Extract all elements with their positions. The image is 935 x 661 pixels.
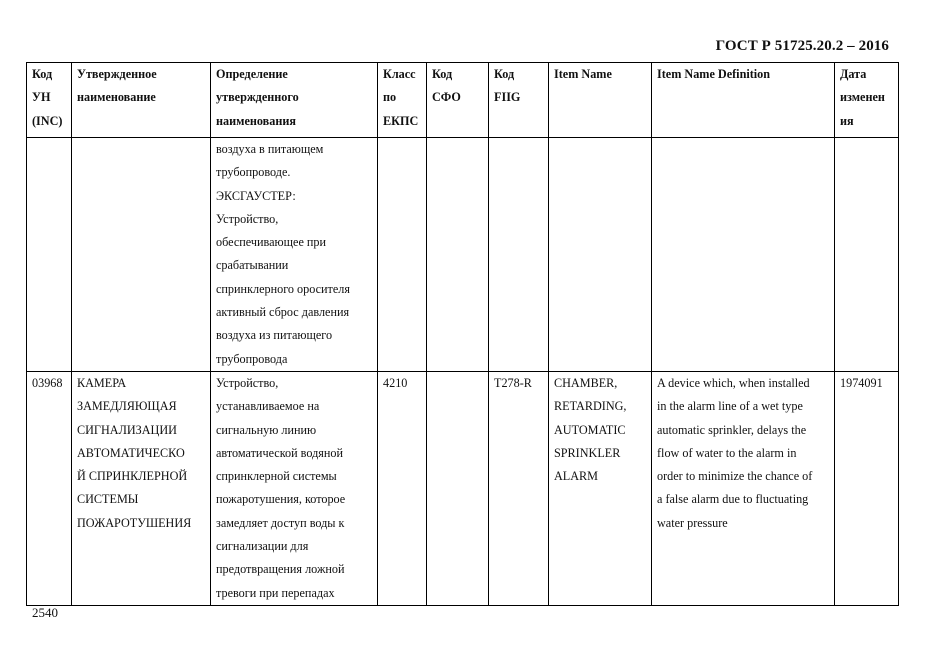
column-header-item-name-definition: Item Name Definition xyxy=(652,63,835,138)
cell-inc: 03968 xyxy=(27,371,72,605)
column-header-ekps-class: Класс по ЕКПС xyxy=(378,63,427,138)
document-standard-header: ГОСТ Р 51725.20.2 – 2016 xyxy=(715,38,889,54)
table-row xyxy=(27,371,899,605)
cell-ekps-class xyxy=(378,138,427,372)
cell-fiig-code: T278-R xyxy=(489,371,549,605)
cell-fiig-code xyxy=(489,138,549,372)
column-header-inc: Код УН (INC) xyxy=(27,63,72,138)
cell-item-name-definition: A device which, when installed in the alarm line of a wet type automatic sprinkler, delays the flow of water to the alarm in order to minimize the chance of a false alarm due to fluctuating water pressure xyxy=(652,371,835,605)
cell-approved-name xyxy=(72,138,211,372)
column-header-sfo-code: Код СФО xyxy=(427,63,489,138)
table-header-row xyxy=(27,63,899,138)
page-number: 2540 xyxy=(32,605,58,620)
cell-item-name xyxy=(549,138,652,372)
column-header-item-name: Item Name xyxy=(549,63,652,138)
cell-item-name-definition xyxy=(652,138,835,372)
cell-change-date: 1974091 xyxy=(835,371,899,605)
column-header-change-date: Дата изменен ия xyxy=(835,63,899,138)
cell-approved-name: КАМЕРА ЗАМЕДЛЯЮЩАЯ СИГНАЛИЗАЦИИ АВТОМАТИЧЕСКО Й СПРИНКЛЕРНОЙ СИСТЕМЫ ПОЖАРОТУШЕНИЯ xyxy=(72,371,211,605)
column-header-approved-name: Утвержденное наименование xyxy=(72,63,211,138)
cell-change-date xyxy=(835,138,899,372)
column-header-fiig-code: Код FIIG xyxy=(489,63,549,138)
cell-item-name: CHAMBER, RETARDING, AUTOMATIC SPRINKLER ALARM xyxy=(549,371,652,605)
cell-sfo-code xyxy=(427,138,489,372)
item-name-table xyxy=(26,62,899,606)
column-header-definition: Определение утвержденного наименования xyxy=(211,63,378,138)
cell-ekps-class: 4210 xyxy=(378,371,427,605)
cell-definition: Устройство, устанавливаемое на сигнальную линию автоматической водяной спринклерной системы пожаротушения, которое замедляет доступ воды к сигнализации для предотвращения ложной тревоги при перепадах xyxy=(211,371,378,605)
cell-sfo-code xyxy=(427,371,489,605)
table-row xyxy=(27,138,899,372)
cell-inc xyxy=(27,138,72,372)
cell-definition: воздуха в питающем трубопроводе. ЭКСГАУСТЕР: Устройство, обеспечивающее при срабатывании спринклерного оросителя активный сброс давления воздуха из питающего трубопровода xyxy=(211,138,378,372)
